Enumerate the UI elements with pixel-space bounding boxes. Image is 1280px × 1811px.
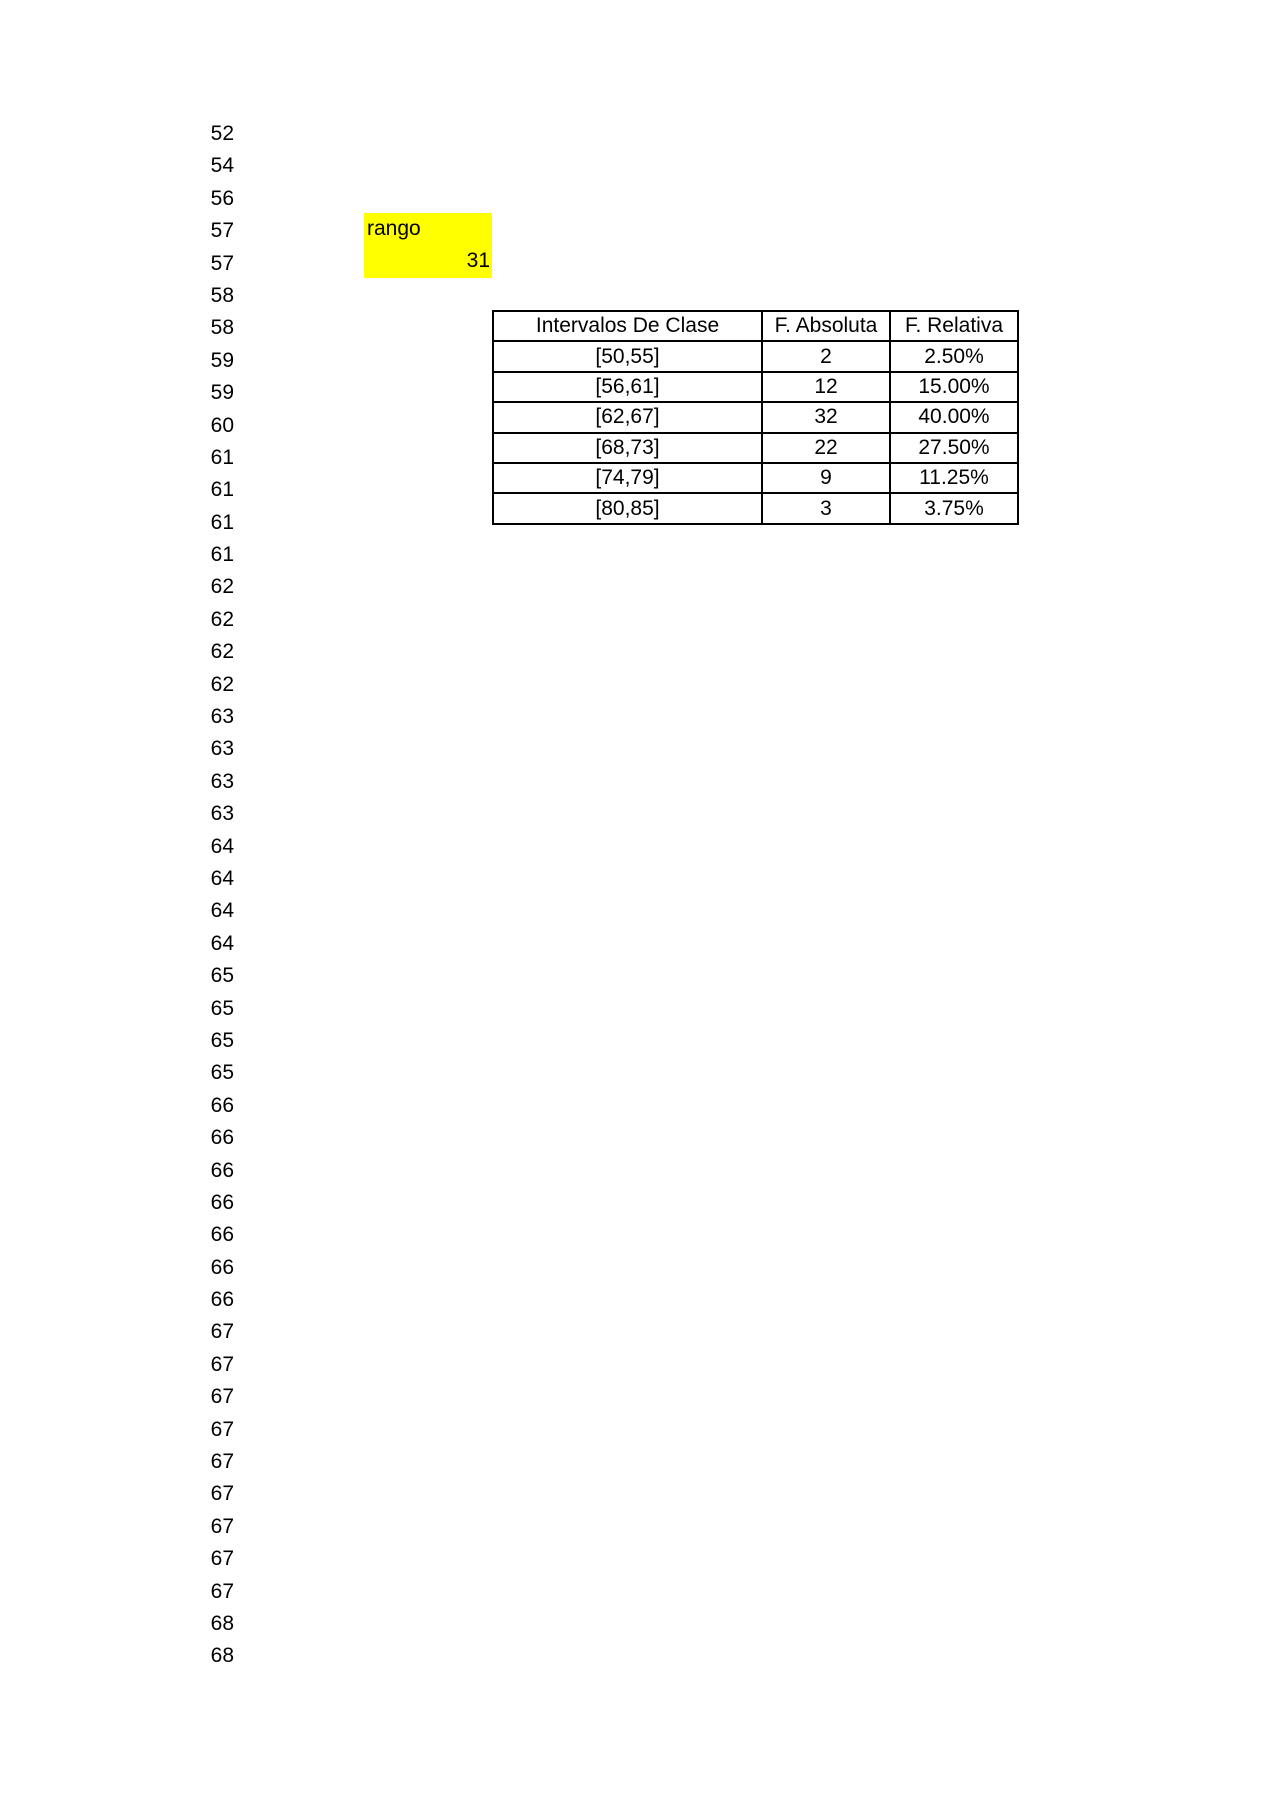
data-value-cell: 64	[210, 834, 234, 858]
data-value-cell: 58	[210, 283, 234, 307]
absolute-frequency-cell: 3	[762, 493, 890, 523]
absolute-frequency-cell: 12	[762, 372, 890, 402]
data-value-cell: 66	[210, 1126, 234, 1150]
data-value-cell: 67	[210, 1417, 234, 1441]
data-value-cell: 58	[210, 316, 234, 340]
table-row	[493, 463, 1018, 493]
data-value-cell: 63	[210, 705, 234, 729]
data-value-cell: 64	[210, 866, 234, 890]
data-value-cell: 67	[210, 1482, 234, 1506]
relative-frequency-cell: 3.75%	[890, 493, 1018, 523]
data-value-cell: 65	[210, 996, 234, 1020]
data-value-cell: 62	[210, 640, 234, 664]
frequency-table	[492, 310, 1019, 525]
data-value-cell: 68	[210, 1611, 234, 1635]
relative-frequency-cell: 15.00%	[890, 372, 1018, 402]
data-value-cell: 63	[210, 737, 234, 761]
frequency-table-header-row	[493, 311, 1018, 341]
data-value-cell: 67	[210, 1579, 234, 1603]
absolute-frequency-cell: 32	[762, 402, 890, 432]
data-value-cell: 61	[210, 445, 234, 469]
data-value-cell: 66	[210, 1158, 234, 1182]
data-value-cell: 67	[210, 1352, 234, 1376]
data-value-cell: 61	[210, 478, 234, 502]
interval-cell: [56,61]	[493, 372, 762, 402]
absolute-frequency-cell: 2	[762, 341, 890, 371]
header-intervalos: Intervalos De Clase	[493, 311, 762, 341]
data-value-cell: 66	[210, 1223, 234, 1247]
data-value-cell: 66	[210, 1255, 234, 1279]
rango-highlight-block	[364, 213, 492, 278]
data-value-cell: 64	[210, 931, 234, 955]
data-value-cell: 62	[210, 575, 234, 599]
header-f-relativa: F. Relativa	[890, 311, 1018, 341]
data-value-cell: 68	[210, 1644, 234, 1668]
data-value-cell: 59	[210, 348, 234, 372]
data-value-cell: 64	[210, 899, 234, 923]
data-value-cell: 62	[210, 607, 234, 631]
data-value-cell: 63	[210, 769, 234, 793]
relative-frequency-cell: 40.00%	[890, 402, 1018, 432]
data-value-cell: 66	[210, 1093, 234, 1117]
data-value-cell: 56	[210, 186, 234, 210]
table-row	[493, 433, 1018, 463]
rango-value: 31	[466, 249, 490, 273]
data-value-cell: 62	[210, 672, 234, 696]
interval-cell: [62,67]	[493, 402, 762, 432]
absolute-frequency-cell: 22	[762, 433, 890, 463]
interval-cell: [74,79]	[493, 463, 762, 493]
data-value-cell: 65	[210, 964, 234, 988]
table-row	[493, 341, 1018, 371]
data-value-cell: 65	[210, 1061, 234, 1085]
data-value-cell: 66	[210, 1288, 234, 1312]
data-value-cell: 52	[210, 122, 234, 145]
rango-label: rango	[367, 217, 421, 240]
data-value-cell: 67	[210, 1547, 234, 1571]
table-row	[493, 372, 1018, 402]
relative-frequency-cell: 27.50%	[890, 433, 1018, 463]
data-value-cell: 63	[210, 802, 234, 826]
absolute-frequency-cell: 9	[762, 463, 890, 493]
interval-cell: [68,73]	[493, 433, 762, 463]
header-f-absoluta: F. Absoluta	[762, 311, 890, 341]
data-value-cell: 57	[210, 219, 234, 243]
data-value-cell: 65	[210, 1028, 234, 1052]
table-row	[493, 402, 1018, 432]
interval-cell: [50,55]	[493, 341, 762, 371]
data-value-cell: 57	[210, 251, 234, 275]
data-value-cell: 67	[210, 1450, 234, 1474]
data-value-cell: 67	[210, 1385, 234, 1409]
data-value-cell: 59	[210, 381, 234, 405]
data-value-cell: 67	[210, 1320, 234, 1344]
data-value-cell: 60	[210, 413, 234, 437]
data-values-column	[150, 118, 234, 1673]
relative-frequency-cell: 2.50%	[890, 341, 1018, 371]
interval-cell: [80,85]	[493, 493, 762, 523]
data-value-cell: 67	[210, 1514, 234, 1538]
table-row	[493, 493, 1018, 523]
data-value-cell: 61	[210, 543, 234, 567]
data-value-cell: 54	[210, 154, 234, 178]
relative-frequency-cell: 11.25%	[890, 463, 1018, 493]
data-value-cell: 61	[210, 510, 234, 534]
data-value-cell: 66	[210, 1190, 234, 1214]
